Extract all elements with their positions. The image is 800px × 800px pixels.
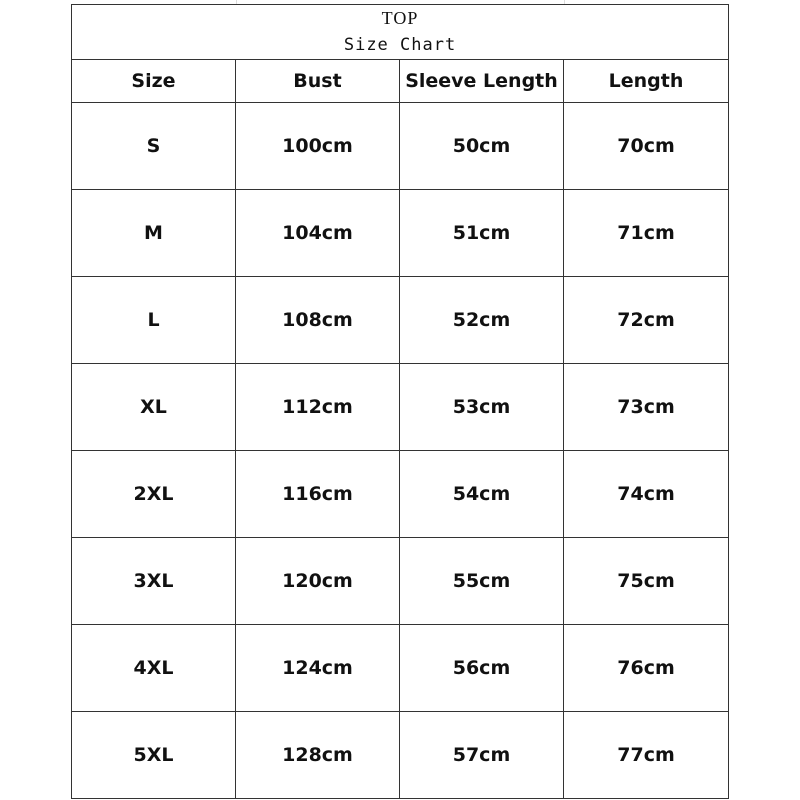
- sleeve-length-cell: 55cm: [400, 538, 564, 625]
- column-header-sleeve-length: Sleeve Length: [400, 60, 564, 103]
- table-row: [72, 103, 729, 190]
- chart-title: TOP: [381, 8, 419, 28]
- table-row: [72, 625, 729, 712]
- sleeve-length-cell: 52cm: [400, 277, 564, 364]
- sleeve-length-cell: 50cm: [400, 103, 564, 190]
- bust-cell: 124cm: [236, 625, 400, 712]
- header-row: [72, 60, 729, 103]
- size-cell: S: [72, 103, 236, 190]
- bust-cell: 112cm: [236, 364, 400, 451]
- size-cell: XL: [72, 364, 236, 451]
- table-row: [72, 364, 729, 451]
- sleeve-length-cell: 54cm: [400, 451, 564, 538]
- table-row: [72, 538, 729, 625]
- bust-cell: 128cm: [236, 712, 400, 799]
- table-row: [72, 451, 729, 538]
- table-row: [72, 712, 729, 799]
- size-cell: M: [72, 190, 236, 277]
- sleeve-length-cell: 56cm: [400, 625, 564, 712]
- column-header-size: Size: [72, 60, 236, 103]
- column-header-bust: Bust: [236, 60, 400, 103]
- bust-cell: 116cm: [236, 451, 400, 538]
- size-cell: L: [72, 277, 236, 364]
- length-cell: 73cm: [564, 364, 729, 451]
- sleeve-length-cell: 57cm: [400, 712, 564, 799]
- sleeve-length-cell: 51cm: [400, 190, 564, 277]
- length-cell: 75cm: [564, 538, 729, 625]
- column-header-length: Length: [564, 60, 729, 103]
- bust-cell: 108cm: [236, 277, 400, 364]
- length-cell: 74cm: [564, 451, 729, 538]
- size-cell: 3XL: [72, 538, 236, 625]
- table-row: [72, 190, 729, 277]
- length-cell: 70cm: [564, 103, 729, 190]
- size-cell: 5XL: [72, 712, 236, 799]
- length-cell: 72cm: [564, 277, 729, 364]
- length-cell: 76cm: [564, 625, 729, 712]
- length-cell: 77cm: [564, 712, 729, 799]
- chart-subtitle: Size Chart: [343, 35, 457, 55]
- title-row: [72, 5, 729, 60]
- bust-cell: 104cm: [236, 190, 400, 277]
- bust-cell: 120cm: [236, 538, 400, 625]
- size-cell: 4XL: [72, 625, 236, 712]
- sleeve-length-cell: 53cm: [400, 364, 564, 451]
- size-chart-table: [71, 4, 729, 799]
- chart-title-cell: [72, 5, 729, 60]
- bust-cell: 100cm: [236, 103, 400, 190]
- length-cell: 71cm: [564, 190, 729, 277]
- table-row: [72, 277, 729, 364]
- size-cell: 2XL: [72, 451, 236, 538]
